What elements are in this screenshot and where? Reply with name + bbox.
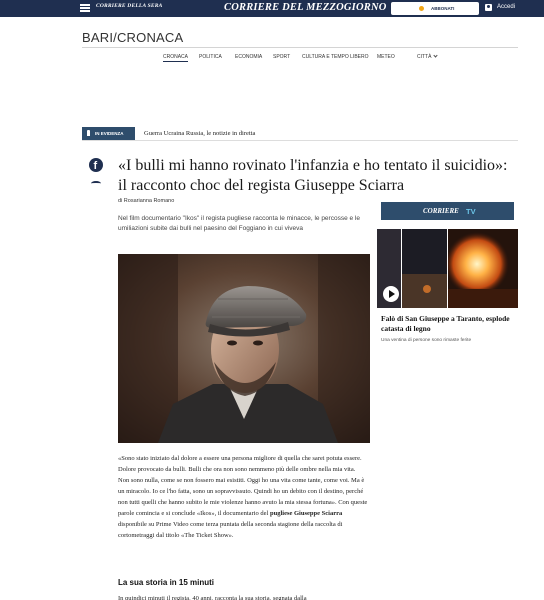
play-icon[interactable] xyxy=(383,286,399,302)
corriere-del-mezzogiorno-logo[interactable]: CORRIERE DEL MEZZOGIORNO xyxy=(224,2,387,13)
subscribe-dot-icon xyxy=(419,6,424,11)
article-headline: «I bulli mi hanno rovinato l'infanzia e ho tentato il suicidio»: il racconto choc del regista Giuseppe Sciarra xyxy=(118,157,508,194)
corriere-tv-header[interactable] xyxy=(381,202,514,220)
menu-icon[interactable] xyxy=(80,4,90,12)
section-nav xyxy=(0,54,544,64)
article-body xyxy=(118,453,368,541)
nav-item-cultura[interactable]: CULTURA E TEMPO LIBERO xyxy=(302,54,369,60)
login-link[interactable]: Accedi xyxy=(497,4,516,10)
body-bold-name[interactable]: pugliese Giuseppe Sciarra xyxy=(269,510,343,517)
nav-item-economia[interactable]: ECONOMIA xyxy=(235,54,263,60)
body-part-2: disponibile su Prime Video come terza puntata della seconda stagione della raccolta di cortometraggi dal titolo «The Ticket Show». xyxy=(118,521,343,539)
video-caption: Una ventina di persone sono rimaste ferite xyxy=(381,338,472,343)
facebook-icon[interactable]: f xyxy=(89,158,103,172)
nav-item-citta-label: CITTÀ xyxy=(417,54,432,60)
article-photo[interactable] xyxy=(118,254,370,443)
tv-brand: CORRIERE xyxy=(423,207,459,215)
body-part-1: «Sono stato iniziato dal dolore a essere una persona migliore di quella che sarei potuta essere. Dolore provocato da bulli. Bulli che ora non sono nemmeno più delle ombre nella mia vita. Non sono nulla, come se non fossero mai esistiti. Oggi ho una vita come tante, come voi. Ma è un miracolo. Io ce l'ho fatta, sono un sopravvissuto. Quindi ho un debito con il destino, perché non tutti quelli che hanno subito le mie violenze hanno avuto la mia stessa fortuna». Con queste parole comincia e si conclude «Ikos», il documentario del xyxy=(118,455,368,517)
evidenza-tag xyxy=(82,127,135,140)
subscribe-button[interactable] xyxy=(391,2,479,15)
tv-label: TV xyxy=(466,206,476,216)
section-title[interactable]: BARI/CRONACA xyxy=(82,30,184,45)
article-subhead: La sua storia in 15 minuti xyxy=(118,578,215,587)
nav-item-meteo[interactable]: METEO xyxy=(377,54,395,60)
pin-icon xyxy=(87,130,90,136)
nav-item-cronaca[interactable]: CRONACA xyxy=(163,54,189,60)
evidenza-label: IN EVIDENZA xyxy=(95,131,124,136)
nav-item-citta[interactable] xyxy=(417,54,437,60)
article-byline: di Rosarianna Romano xyxy=(118,198,175,204)
chevron-down-icon xyxy=(434,53,438,57)
subscribe-label: ABBONATI xyxy=(431,5,455,11)
section-divider xyxy=(82,47,518,48)
share-icon[interactable] xyxy=(91,181,101,186)
evidenza-link[interactable]: Guerra Ucraina Russia, le notizie in diretta xyxy=(144,130,256,137)
video-title[interactable]: Falò di San Giuseppe a Taranto, esplode catasta di legno xyxy=(381,314,510,333)
evidenza-bar xyxy=(82,127,518,141)
top-bar xyxy=(0,0,544,17)
nav-item-sport[interactable]: SPORT xyxy=(273,54,291,60)
article-summary: Nel film documentario "Ikos" il regista pugliese racconta le minacce, le percosse e le umiliazioni subite dai bulli nel paesino del Foggiano in cui viveva xyxy=(118,215,360,232)
nav-item-politica[interactable]: POLITICA xyxy=(199,54,222,60)
corriere-della-sera-logo[interactable]: CORRIERE DELLA SERA xyxy=(96,3,163,9)
portrait-image xyxy=(118,254,370,443)
user-icon[interactable] xyxy=(485,4,492,11)
article-body-continued: In quindici minuti il regista, 40 anni, racconta la sua storia, segnata dalla xyxy=(118,595,307,600)
